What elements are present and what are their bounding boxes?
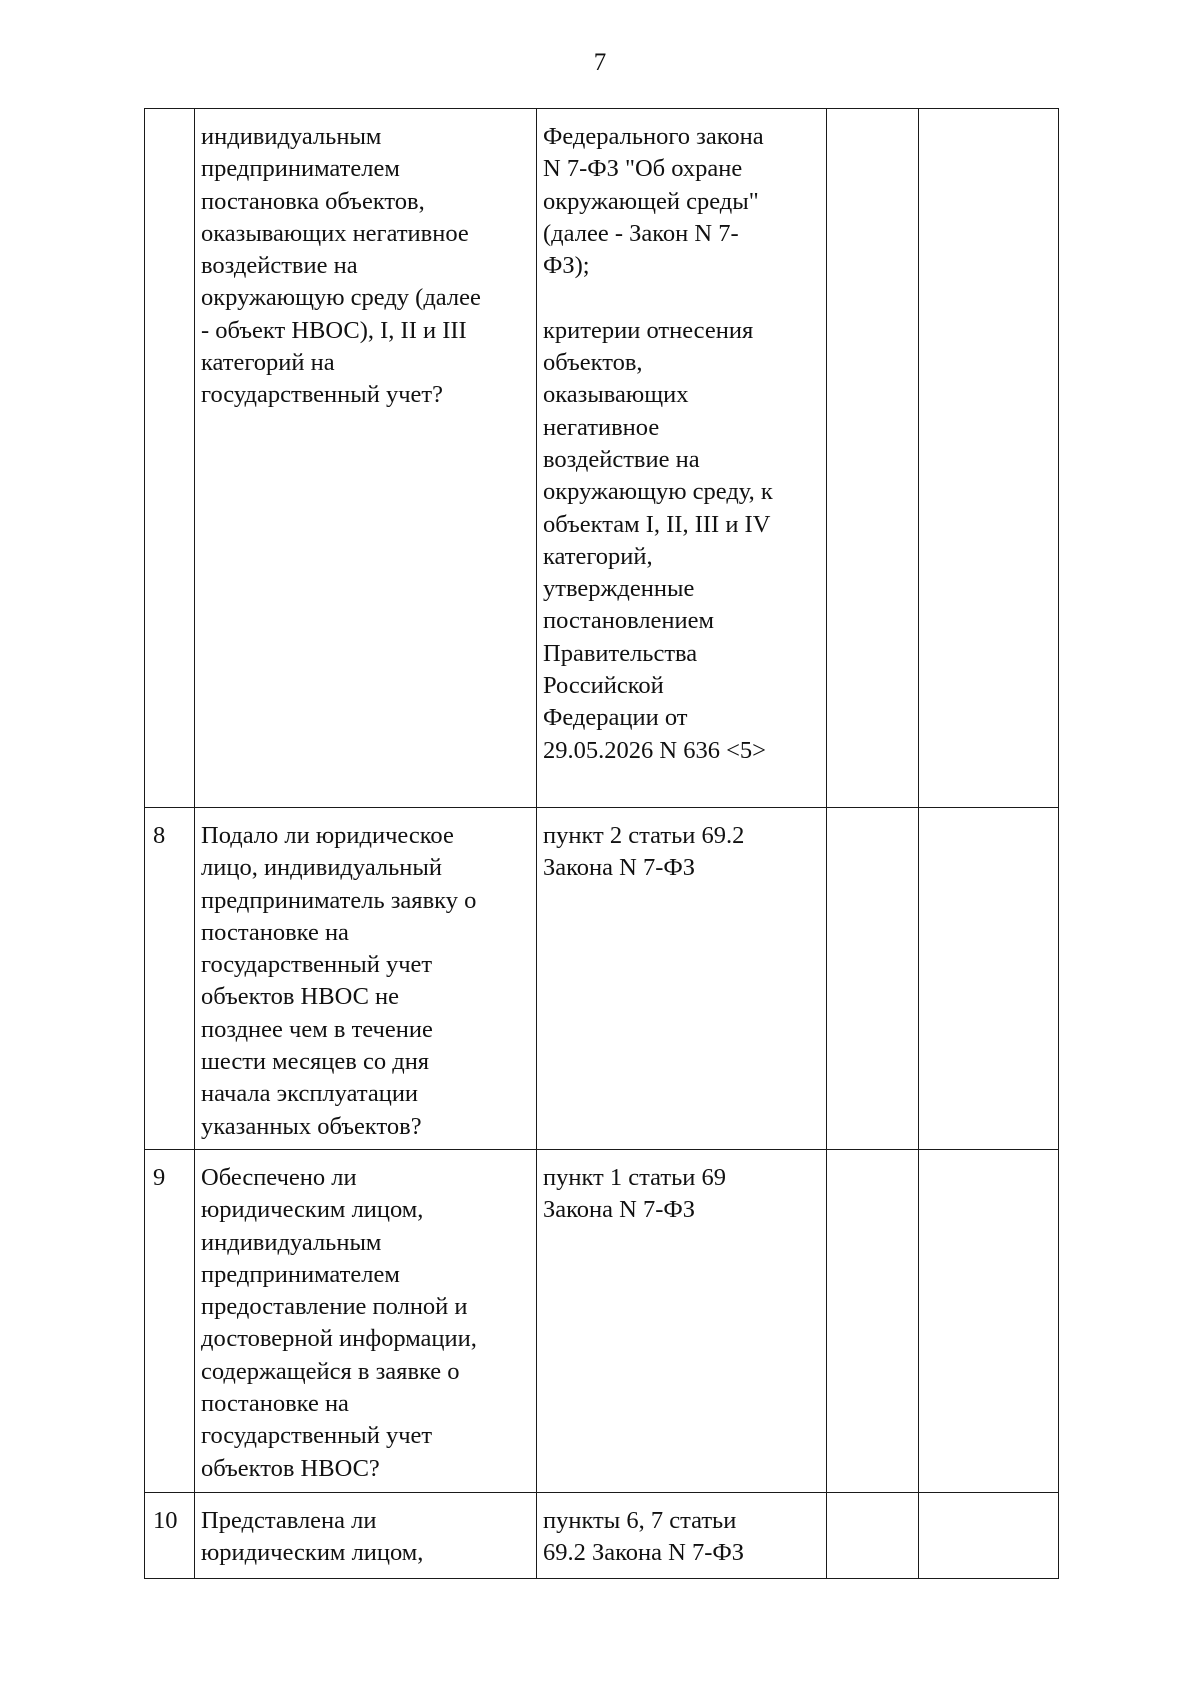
note-cell	[919, 109, 1059, 808]
note-cell	[919, 1150, 1059, 1493]
table-row	[145, 109, 1059, 808]
legal-basis-cell: Федерального закона N 7-ФЗ "Об охране окружающей среды" (далее - Закон N 7- ФЗ); критерии отнесения объектов, оказывающих негативное воздействие на окружающую среду, к объектам I, II, III и IV категорий, утвержденные постановлением Правительства Российской Федерации от 29.05.2026 N 636 <5>	[537, 109, 827, 808]
legal-basis-cell: пункты 6, 7 статьи 69.2 Закона N 7-ФЗ	[537, 1493, 827, 1579]
answer-cell	[827, 109, 919, 808]
note-cell	[919, 1493, 1059, 1579]
note-cell	[919, 808, 1059, 1150]
table-row	[145, 1493, 1059, 1579]
answer-cell	[827, 1150, 919, 1493]
checklist-table	[144, 108, 1059, 1579]
row-number	[145, 109, 195, 808]
answer-cell	[827, 1493, 919, 1579]
question-cell: Представлена ли юридическим лицом,	[195, 1493, 537, 1579]
row-number: 8	[145, 808, 195, 1150]
page-number: 7	[593, 49, 607, 76]
question-cell: Подало ли юридическое лицо, индивидуальный предприниматель заявку о постановке на государственный учет объектов НВОС не позднее чем в течение шести месяцев со дня начала эксплуатации указанных объектов?	[195, 808, 537, 1150]
table-row	[145, 808, 1059, 1150]
legal-basis-cell: пункт 2 статьи 69.2 Закона N 7-ФЗ	[537, 808, 827, 1150]
question-cell: Обеспечено ли юридическим лицом, индивидуальным предпринимателем предоставление полной и достоверной информации, содержащейся в заявке о постановке на государственный учет объектов НВОС?	[195, 1150, 537, 1493]
legal-basis-cell: пункт 1 статьи 69 Закона N 7-ФЗ	[537, 1150, 827, 1493]
answer-cell	[827, 808, 919, 1150]
row-number: 10	[145, 1493, 195, 1579]
row-number: 9	[145, 1150, 195, 1493]
table-row	[145, 1150, 1059, 1493]
question-cell: индивидуальным предпринимателем постановка объектов, оказывающих негативное воздействие на окружающую среду (далее - объект НВОС), I, II и III категорий на государственный учет?	[195, 109, 537, 808]
